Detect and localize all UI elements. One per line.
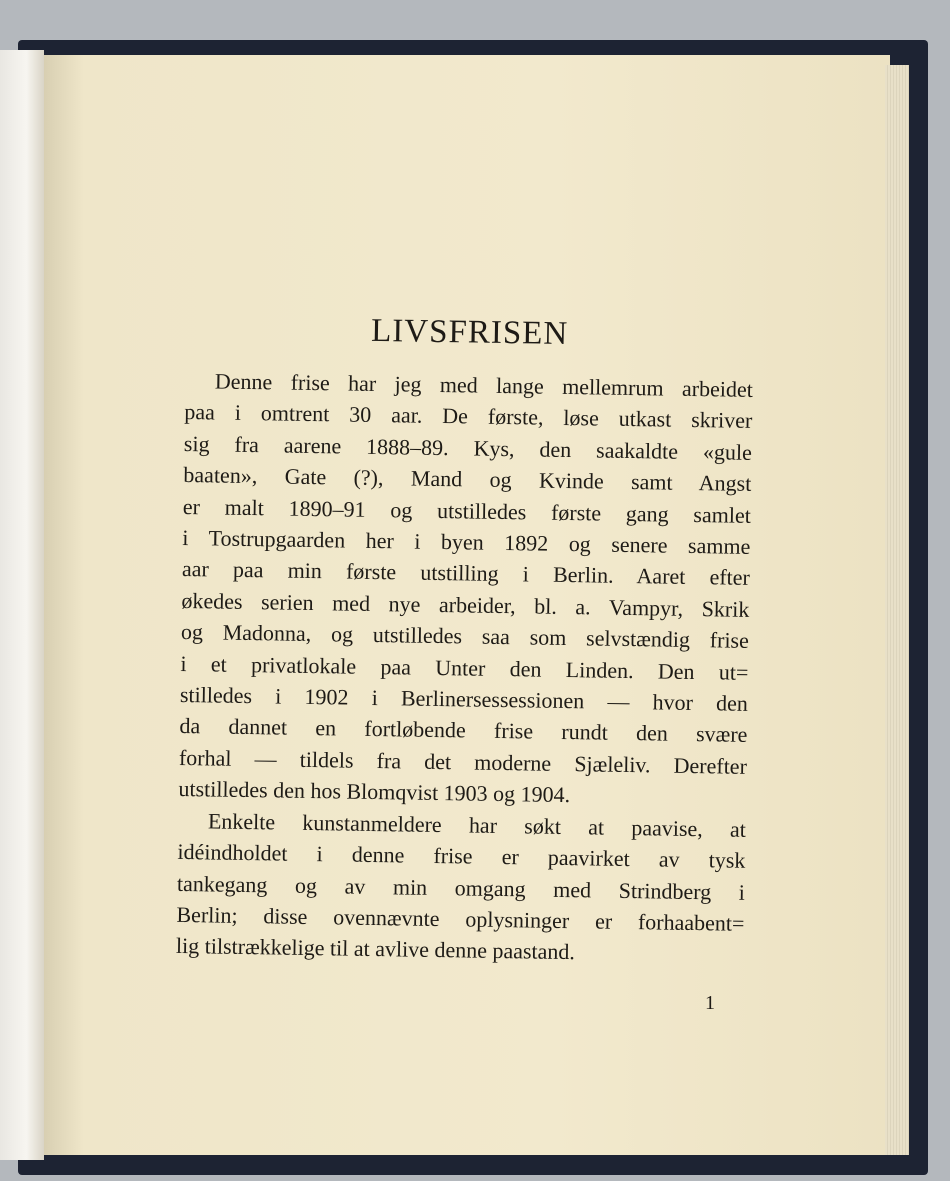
page-edges: [885, 65, 909, 1155]
page-text: [176, 310, 754, 971]
text-line: stilledes i 1902 i Berlinersessessionen — hvor den: [179, 682, 749, 716]
text-line: i Tostrupgaarden her i byen 1892 og senere samme: [182, 525, 751, 559]
paragraph: [178, 365, 753, 814]
text-line: forhal — tildels fra det moderne Sjæleliv. Derefter: [178, 744, 748, 779]
text-line: da dannet en fortløbende frise rundt den svære: [179, 713, 748, 748]
paragraph: [176, 805, 746, 971]
left-page-edge: [0, 50, 44, 1160]
chapter-title: LIVSFRISEN: [370, 312, 569, 353]
text-line: i et privatlokale paa Unter den Linden. Den ut=: [180, 650, 749, 685]
text-line: baaten», Gate (?), Mand og Kvinde samt Angst: [183, 462, 752, 497]
text-line: utstilledes den hos Blomqvist 1903 og 1904.: [178, 776, 571, 808]
text-line: Enkelte kunstanmeldere har søkt at paavise, at: [207, 808, 747, 842]
text-line: idéindholdet i denne frise er paavirket av tysk: [177, 839, 746, 873]
text-line: tankegang og av min omgang med Strindberg i: [176, 870, 746, 905]
text-line: Berlin; disse ovennævnte oplysninger er forhaabent=: [176, 901, 745, 936]
page-number: 1: [705, 992, 715, 1014]
text-line: aar paa min første utstilling i Berlin. Aaret efter: [181, 556, 751, 591]
text-line: lig tilstrækkelige til at avlive denne paastand.: [175, 933, 576, 965]
text-line: sig fra aarene 1888–89. Kys, den saakaldte «gule: [183, 430, 753, 465]
text-line: paa i omtrent 30 aar. De første, løse utkast skriver: [184, 399, 753, 434]
text-line: og Madonna, og utstilledes saa som selvstændig frise: [180, 619, 750, 654]
text-line: økedes serien med nye arbeider, bl. a. Vampyr, Skrik: [181, 587, 750, 622]
text-line: er malt 1890–91 og utstilledes første gang samlet: [182, 493, 752, 528]
text-line: Denne frise har jeg med lange mellemrum arbeidet: [214, 368, 754, 402]
body-text: [176, 365, 753, 971]
